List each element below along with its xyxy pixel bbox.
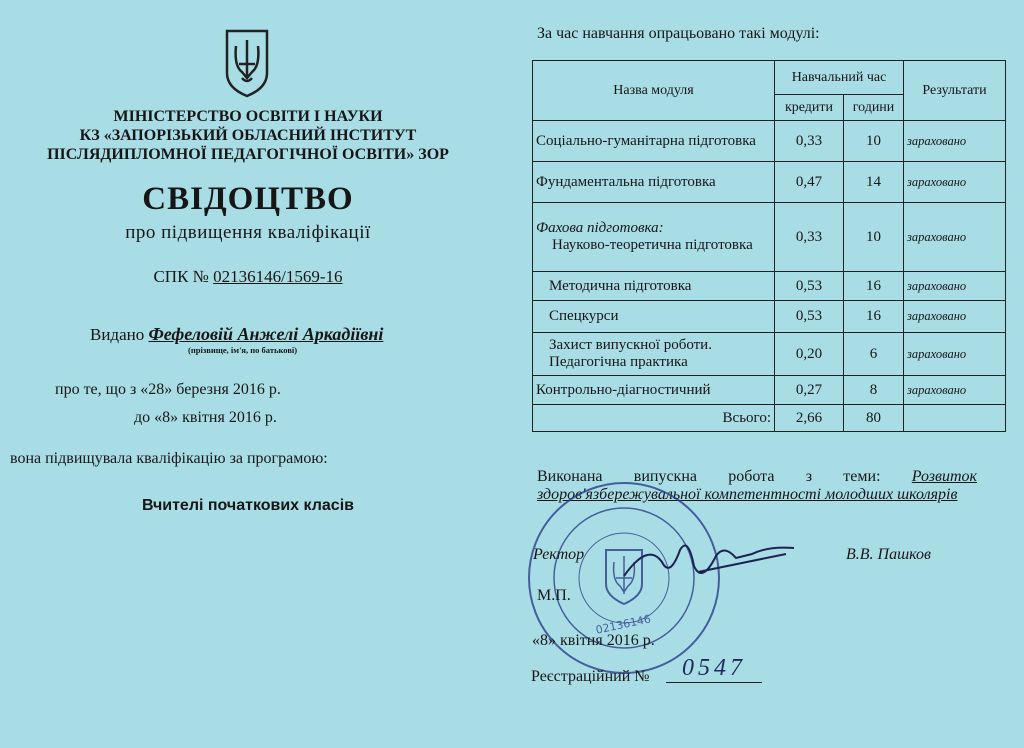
module-result: зараховано — [904, 301, 1006, 333]
rector-signature-icon — [618, 532, 798, 592]
module-result: зараховано — [904, 121, 1006, 162]
date-to: до «8» квітня 2016 р. — [134, 409, 277, 426]
module-hours: 8 — [844, 376, 904, 405]
module-name: Контрольно-діагностичний — [533, 376, 775, 405]
module-result: зараховано — [904, 203, 1006, 272]
total-row — [533, 405, 1006, 432]
date-from: про те, що з «28» березня 2016 р. — [55, 381, 281, 398]
module-name: Фундаментальна підготовка — [533, 162, 775, 203]
header-results: Результати — [904, 61, 1006, 121]
certificate-subtitle: про підвищення кваліфікації — [125, 222, 371, 243]
table-row — [533, 301, 1006, 333]
program-intro: вона підвищувала кваліфікацію за програмою: — [10, 450, 328, 467]
thesis-topic: Розвиток здоров'язбережувальної компетентності молодших школярів — [537, 468, 978, 503]
module-hours: 6 — [844, 333, 904, 376]
module-name-group — [533, 203, 775, 272]
ministry-line-3: ПІСЛЯДИПЛОМНОЇ ПЕДАГОГІЧНОЇ ОСВІТИ» ЗОР — [47, 146, 449, 163]
module-hours: 16 — [844, 301, 904, 333]
recipient-name: Фефеловій Анжелі Аркадіївні — [148, 324, 384, 344]
module-result: зараховано — [904, 272, 1006, 301]
ministry-line-1: МІНІСТЕРСТВО ОСВІТИ І НАУКИ — [113, 108, 383, 125]
module-hours: 10 — [844, 203, 904, 272]
module-name: Захист випускної роботи. Педагогічна практика — [533, 333, 775, 376]
header-credits: кредити — [775, 95, 844, 121]
ministry-line-2: КЗ «ЗАПОРІЗЬКИЙ ОБЛАСНИЙ ІНСТИТУТ — [79, 127, 417, 144]
modules-table — [532, 60, 1006, 432]
rector-name: В.В. Пашков — [846, 546, 931, 563]
sign-date: «8» квітня 2016 р. — [532, 632, 655, 649]
total-label: Всього: — [533, 405, 775, 432]
spk-prefix: СПК № — [153, 267, 209, 286]
module-credits: 0,33 — [775, 203, 844, 272]
module-hours: 14 — [844, 162, 904, 203]
certificate-number — [20, 267, 476, 287]
table-row — [533, 333, 1006, 376]
total-hours: 80 — [844, 405, 904, 432]
issued-to — [90, 324, 383, 345]
module-credits: 0,47 — [775, 162, 844, 203]
module-name: Методична підготовка — [533, 272, 775, 301]
module-credits: 0,53 — [775, 301, 844, 333]
module-hours: 16 — [844, 272, 904, 301]
table-row — [533, 162, 1006, 203]
registration-number: 0547 — [666, 655, 762, 683]
total-result-empty — [904, 405, 1006, 432]
module-credits: 0,33 — [775, 121, 844, 162]
module-result: зараховано — [904, 162, 1006, 203]
total-credits: 2,66 — [775, 405, 844, 432]
module-hours: 10 — [844, 121, 904, 162]
seal-label: М.П. — [537, 587, 571, 604]
table-row — [533, 121, 1006, 162]
program-name: Вчителі початкових класів — [142, 497, 354, 514]
table-row — [533, 272, 1006, 301]
certificate-title: СВІДОЦТВО — [142, 181, 354, 217]
module-result: зараховано — [904, 376, 1006, 405]
header-hours: години — [844, 95, 904, 121]
header-module-name: Назва модуля — [533, 61, 775, 121]
section-label: Фахова підготовка: — [536, 220, 664, 236]
module-credits: 0,20 — [775, 333, 844, 376]
coat-of-arms-icon — [222, 28, 272, 98]
seal-code: 02136146 — [594, 612, 653, 637]
spk-number: 02136146/1569-16 — [213, 267, 343, 286]
header-study-time: Навчальний час — [775, 61, 904, 95]
modules-intro: За час навчання опрацьовано такі модулі: — [537, 25, 820, 42]
module-name: Соціально-гуманітарна підготовка — [533, 121, 775, 162]
module-result: зараховано — [904, 333, 1006, 376]
registration-label: Реєстраційний № — [531, 668, 650, 685]
module-name: Науково-теоретична підготовка — [552, 237, 753, 253]
table-row — [533, 376, 1006, 405]
module-credits: 0,53 — [775, 272, 844, 301]
module-name: Спецкурси — [533, 301, 775, 333]
rector-label: Ректор — [533, 546, 585, 563]
table-row — [533, 203, 1006, 272]
issued-prefix: Видано — [90, 325, 145, 344]
module-credits: 0,27 — [775, 376, 844, 405]
thesis-prefix: Виконана випускна робота з теми: — [537, 468, 881, 485]
recipient-name-hint: (прізвище, ім'я, по батькові) — [188, 345, 298, 355]
